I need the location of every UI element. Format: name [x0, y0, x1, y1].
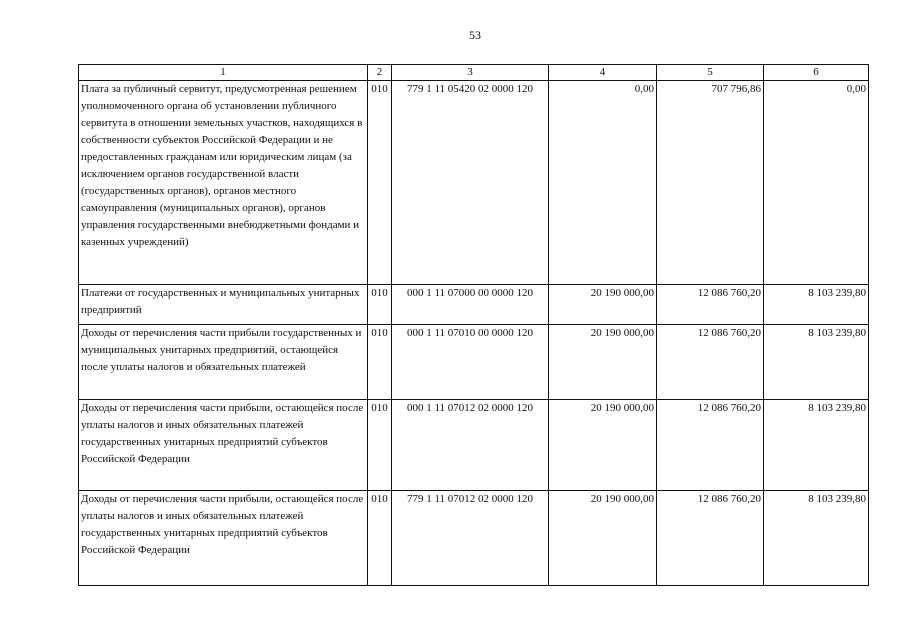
header-col-3: 3: [392, 65, 549, 81]
header-row: [79, 65, 869, 81]
header-col-6: 6: [764, 65, 869, 81]
row-code: 010: [368, 400, 392, 491]
row-kbk: 779 1 11 07012 02 0000 120: [392, 491, 549, 586]
row-col4: 20 190 000,00: [549, 400, 657, 491]
row-name: Доходы от перечисления части прибыли, остающейся после уплаты налогов и иных обязательных платежей государственных унитарных предприятий субъектов Российской Федерации: [79, 400, 368, 491]
header-col-1: 1: [79, 65, 368, 81]
row-col6: 8 103 239,80: [764, 285, 869, 325]
table-row: [79, 491, 869, 586]
table-row: [79, 400, 869, 491]
table-row: [79, 81, 869, 285]
row-col6: 8 103 239,80: [764, 491, 869, 586]
row-code: 010: [368, 491, 392, 586]
row-col4: 0,00: [549, 81, 657, 285]
page-number: 53: [469, 28, 481, 42]
table-row: [79, 325, 869, 400]
row-kbk: 779 1 11 05420 02 0000 120: [392, 81, 549, 285]
row-kbk: 000 1 11 07012 02 0000 120: [392, 400, 549, 491]
row-col6: 8 103 239,80: [764, 325, 869, 400]
row-col5: 707 796,86: [657, 81, 764, 285]
header-col-5: 5: [657, 65, 764, 81]
revenue-table: [78, 64, 869, 586]
header-col-4: 4: [549, 65, 657, 81]
row-col5: 12 086 760,20: [657, 285, 764, 325]
header-col-2: 2: [368, 65, 392, 81]
row-name: Плата за публичный сервитут, предусмотренная решением уполномоченного органа об установлении публичного сервитута в отношении земельных участков, находящихся в собственности субъектов Российской Федерации и не предоставленных гражданам или юридическим лицам (за исключением органов государственной власти (государственных органов), органов местного самоуправления (муниципальных органов), органов управления государственными внебюджетными фондами и казенных учреждений): [79, 81, 368, 285]
row-name: Платежи от государственных и муниципальных унитарных предприятий: [79, 285, 368, 325]
row-col5: 12 086 760,20: [657, 325, 764, 400]
row-col5: 12 086 760,20: [657, 400, 764, 491]
row-kbk: 000 1 11 07000 00 0000 120: [392, 285, 549, 325]
row-col4: 20 190 000,00: [549, 285, 657, 325]
row-code: 010: [368, 325, 392, 400]
row-name: Доходы от перечисления части прибыли, остающейся после уплаты налогов и иных обязательных платежей государственных унитарных предприятий субъектов Российской Федерации: [79, 491, 368, 586]
row-col4: 20 190 000,00: [549, 325, 657, 400]
row-col4: 20 190 000,00: [549, 491, 657, 586]
row-col6: 0,00: [764, 81, 869, 285]
row-col5: 12 086 760,20: [657, 491, 764, 586]
row-code: 010: [368, 285, 392, 325]
row-name: Доходы от перечисления части прибыли государственных и муниципальных унитарных предприятий, остающейся после уплаты налогов и обязательных платежей: [79, 325, 368, 400]
row-kbk: 000 1 11 07010 00 0000 120: [392, 325, 549, 400]
row-col6: 8 103 239,80: [764, 400, 869, 491]
table-row: [79, 285, 869, 325]
row-code: 010: [368, 81, 392, 285]
